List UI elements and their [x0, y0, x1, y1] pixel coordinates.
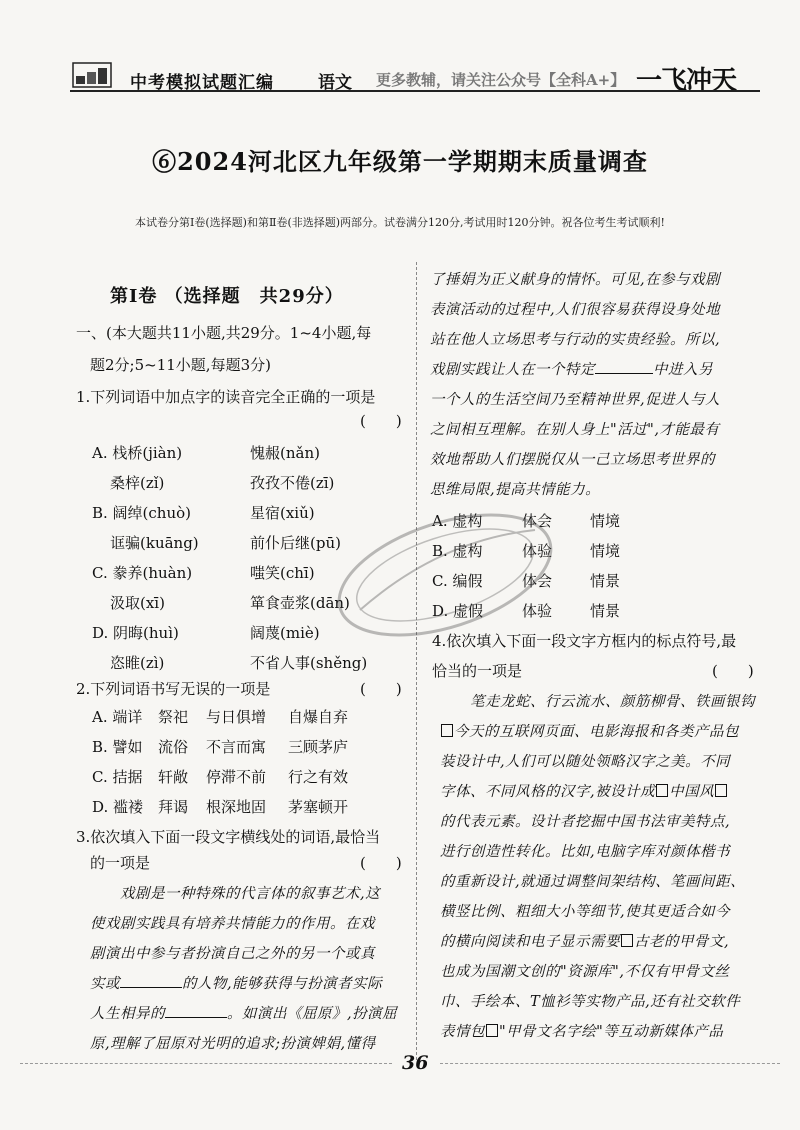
promo-text: 更多教辅，请关注公众号【全科A+】 — [376, 71, 626, 89]
q4-passage-line2-text: 今天的互联网页面、电影海报和各类产品包 — [454, 724, 739, 740]
q3-passage-line4-a: 实或 — [90, 976, 120, 992]
q3-passage-line4-b: 的人物,能够获得与扮演者实际 — [182, 976, 383, 992]
series-title: 中考模拟试题汇编 — [130, 73, 274, 93]
q4-passage-line5: 的代表元素。设计者挖掘中国书法审美特点, — [440, 814, 731, 830]
q2-option-a-4: 自爆自弃 — [288, 708, 349, 726]
q3-blank-1[interactable] — [120, 987, 182, 988]
q2-option-a-3: 与日俱增 — [206, 708, 267, 726]
q4-passage-line12 — [440, 1020, 723, 1041]
q4-passage-line6: 进行创造性转化。比如,电脑字库对颜体楷书 — [440, 844, 731, 860]
q1-option-b-1: B. 阔绰(chuò) — [92, 504, 192, 522]
q4-passage-line10: 也成为国潮文创的"资源库",不仅有甲骨文丝 — [440, 964, 730, 980]
q3-option-b-3: 情境 — [590, 542, 621, 560]
q3-blank-3[interactable] — [595, 373, 653, 374]
q4-answer-paren: ( ) — [712, 662, 754, 680]
q1-option-c-3: 汲取(xī) — [110, 594, 165, 612]
q3-answer-paren: ( ) — [360, 854, 402, 872]
page-number: 36 — [402, 1052, 429, 1074]
q2-option-b-1: B. 譬如 — [92, 738, 143, 756]
q3-continued-line4-a: 戏剧实践让人在一个特定 — [430, 362, 595, 378]
q4-punct-box-4[interactable] — [621, 934, 633, 947]
column-divider — [416, 262, 417, 1060]
watermark-stamp — [320, 500, 570, 650]
q4-passage-line8: 横竖比例、粗细大小等细节,使其更适合如今 — [440, 904, 731, 920]
q4-passage-line12-b: "甲骨文名字绘"等互动新媒体产品 — [499, 1024, 724, 1040]
q1-option-c-4: 箪食壶浆(dān) — [250, 594, 350, 612]
q2-option-d-3: 根深地固 — [206, 798, 267, 816]
q4-passage-line9 — [440, 930, 729, 951]
q4-passage-line1: 笔走龙蛇、行云流水、颜筋柳骨、铁画银钩 — [470, 694, 755, 710]
footer-rule-left — [20, 1063, 392, 1064]
q2-option-d-2: 拜谒 — [158, 798, 189, 816]
q1-answer-paren: ( ) — [360, 412, 402, 430]
q1-option-a-3: 桑梓(zǐ) — [110, 474, 165, 492]
q4-passage-line12-a: 表情包 — [440, 1024, 485, 1040]
q3-option-a-2: 体会 — [522, 512, 553, 530]
section-instruction-line1: 一、(本大题共11小题,共29分。1~4小题,每 — [76, 324, 372, 342]
q3-option-c-2: 体会 — [522, 572, 553, 590]
q3-passage-line5-b: 。如演出《屈原》,扮演屈 — [227, 1006, 398, 1022]
q4-punct-box-3[interactable] — [715, 784, 727, 797]
q1-option-a-2: 愧赧(nǎn) — [250, 444, 320, 462]
q3-continued-line4-b: 中进入另 — [653, 362, 713, 378]
q4-punct-box-1[interactable] — [441, 724, 453, 737]
q4-punct-box-2[interactable] — [656, 784, 668, 797]
footer-rule-right — [440, 1063, 780, 1064]
exam-instructions: 本试卷分第Ⅰ卷(选择题)和第Ⅱ卷(非选择题)两部分。试卷满分120分,考试用时120分钟。祝各位考生考试顺利! — [135, 216, 665, 229]
q3-stem-line2: 的一项是 — [90, 854, 151, 872]
q3-continued-line4 — [430, 358, 713, 379]
part1-heading: 第Ⅰ卷 （选择题 共29分） — [110, 286, 344, 307]
q3-passage-line4 — [90, 972, 382, 993]
q2-option-b-2: 流俗 — [158, 738, 189, 756]
q3-passage-line5 — [90, 1002, 397, 1023]
q3-option-b-1: B. 虚构 — [432, 542, 483, 560]
q2-option-c-1: C. 拮据 — [92, 768, 143, 786]
q3-continued-line7: 效地帮助人们摆脱仅从一己立场思考世界的 — [430, 452, 715, 468]
q2-answer-paren: ( ) — [360, 680, 402, 698]
q4-passage-line3: 装设计中,人们可以随处领略汉字之美。不同 — [440, 754, 731, 770]
q2-option-d-1: D. 褴褛 — [92, 798, 144, 816]
q1-option-a-1: A. 栈桥(jiàn) — [92, 444, 183, 462]
q1-option-d-3: 恣睢(zì) — [110, 654, 165, 672]
q4-passage-line11: 巾、手绘本、T恤衫等实物产品,还有社交软件 — [440, 994, 741, 1010]
q3-passage-line1: 戏剧是一种特殊的代言体的叙事艺术,这 — [120, 886, 381, 902]
q3-continued-line2: 表演活动的过程中,人们很容易获得设身处地 — [430, 302, 721, 318]
q2-option-a-2: 祭祀 — [158, 708, 189, 726]
q2-option-c-3: 停滞不前 — [206, 768, 267, 786]
q1-option-b-2: 星宿(xiǔ) — [250, 504, 315, 522]
q3-continued-line8: 思维局限,提高共情能力。 — [430, 482, 601, 498]
q3-option-c-3: 情景 — [590, 572, 621, 590]
q3-passage-line5-a: 人生相异的 — [90, 1006, 165, 1022]
q1-option-b-4: 前仆后继(pū) — [250, 534, 341, 552]
q1-option-b-3: 诓骗(kuāng) — [110, 534, 199, 552]
q4-stem-line2: 恰当的一项是 — [432, 662, 523, 680]
q3-option-a-3: 情境 — [590, 512, 621, 530]
q3-continued-line3: 站在他人立场思考与行动的实贵经验。所以, — [430, 332, 721, 348]
q3-continued-line6: 之间相互理解。在别人身上"活过",才能最有 — [430, 422, 720, 438]
q4-passage-line4-a: 字体、不同风格的汉字,被设计成 — [440, 784, 656, 800]
q3-continued-line1: 了捶娟为正义献身的情怀。可见,在参与戏剧 — [430, 272, 721, 288]
q3-option-b-2: 体验 — [522, 542, 553, 560]
q2-option-a-1: A. 端详 — [92, 708, 143, 726]
q1-option-d-4: 不省人事(shěng) — [250, 654, 368, 672]
brand-logo: 一飞冲天 — [636, 66, 737, 96]
q4-punct-box-5[interactable] — [486, 1024, 498, 1037]
subject-label: 语文 — [318, 73, 352, 93]
q1-option-d-2: 阔蔑(miè) — [250, 624, 320, 642]
q3-option-d-3: 情景 — [590, 602, 621, 620]
q3-option-c-1: C. 编假 — [432, 572, 483, 590]
q2-option-c-4: 行之有效 — [288, 768, 349, 786]
q1-option-d-1: D. 阴晦(huì) — [92, 624, 179, 642]
q4-passage-line2 — [440, 720, 739, 741]
q2-option-d-4: 茅塞顿开 — [288, 798, 349, 816]
exam-title: ⑥2024河北区九年级第一学期期末质量调查 — [152, 147, 648, 176]
q4-passage-line7: 的重新设计,就通过调整间架结构、笔画间距、 — [440, 874, 746, 890]
q4-passage-line9-b: 古老的甲骨文, — [634, 934, 730, 950]
q3-passage-line2: 使戏剧实践具有培养共情能力的作用。在戏 — [90, 916, 375, 932]
q2-option-b-4: 三顾茅庐 — [288, 738, 349, 756]
q3-option-d-2: 体验 — [522, 602, 553, 620]
q3-stem-line1: 3.依次填入下面一段文字横线处的词语,最恰当 — [76, 828, 381, 846]
q3-passage-line6: 原,理解了屈原对光明的追求;扮演婢娟,懂得 — [90, 1036, 376, 1052]
section-instruction-line2: 题2分;5~11小题,每题3分) — [90, 356, 271, 374]
q3-option-a-1: A. 虚构 — [432, 512, 483, 530]
q1-option-c-2: 嗤笑(chī) — [250, 564, 315, 582]
q3-blank-2[interactable] — [165, 1017, 227, 1018]
q4-passage-line4 — [440, 780, 728, 801]
q1-stem: 1.下列词语中加点字的读音完全正确的一项是 — [76, 388, 376, 406]
q4-passage-line9-a: 的横向阅读和电子显示需要 — [440, 934, 620, 950]
q3-continued-line5: 一个人的生活空间乃至精神世界,促进人与人 — [430, 392, 721, 408]
q2-stem: 2.下列词语书写无误的一项是 — [76, 680, 271, 698]
q3-option-d-1: D. 虚假 — [432, 602, 484, 620]
header-rule — [70, 90, 760, 92]
q2-option-b-3: 不言而寓 — [206, 738, 267, 756]
q4-stem-line1: 4.依次填入下面一段文字方框内的标点符号,最 — [432, 632, 737, 650]
q2-option-c-2: 轩敞 — [158, 768, 189, 786]
q1-option-c-1: C. 豢养(huàn) — [92, 564, 193, 582]
publisher-logo — [72, 62, 112, 88]
q1-option-a-4: 孜孜不倦(zī) — [250, 474, 335, 492]
q3-passage-line3: 剧演出中参与者扮演自己之外的另一个或真 — [90, 946, 375, 962]
q4-passage-line4-b: 中国风 — [669, 784, 715, 800]
